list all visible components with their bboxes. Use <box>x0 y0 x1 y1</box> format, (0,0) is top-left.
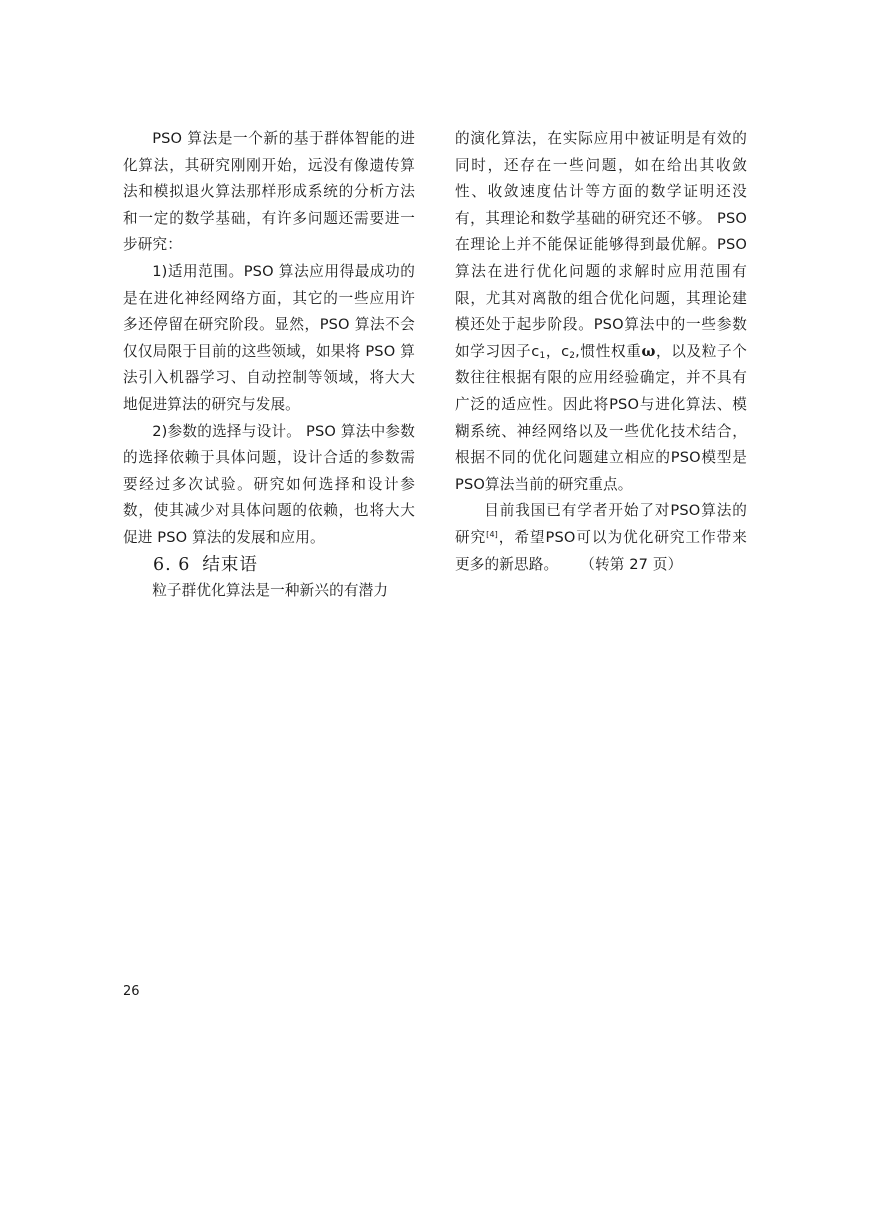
page-number: 26 <box>123 984 140 999</box>
continued-note: （转第 27 页） <box>580 555 683 573</box>
paragraph-conclusion-continued <box>455 126 747 498</box>
right-column <box>455 126 747 578</box>
text-run: ，希望PSO可以为优化研究工作带来更多的新思路。 <box>455 528 747 573</box>
text-run: 的演化算法，在实际应用中被证明是有效的同时，还存在一些问题，如在给出其收敛性、收敛速度估计等方面的数学证明还没有，其理论和数学基础的研究还不够。 PSO在理论上并不能保证能够得到最优解。PSO算法在进行优化问题的求解时应用范围有限，尤其对离散的组合优化问题，其理论建模还处于起步阶段。PSO算法中的一些参数如学习因子c <box>455 130 747 360</box>
text-run: 目前我国已有学者开始了对PSO算法的研究 <box>455 502 747 546</box>
text-run: ，以及粒子个数往往根据有限的应用经验确定，并不具有广泛的适应性。因此将PSO与进化算法、模糊系统、神经网络以及一些优化技术结合，根据不同的优化问题建立相应的PSO模型是PSO算法当前的研究重点。 <box>455 342 747 493</box>
paragraph-item-2: 2)参数的选择与设计。 PSO 算法中参数的选择依赖于具体问题，设计合适的参数需要经过多次试验。研究如何选择和设计参数，使其减少对具体问题的依赖，也将大大促进 PSO 算法的发展和应用。 <box>123 422 415 546</box>
subscript-c1: 1 <box>539 350 546 361</box>
subscript-c2: 2 <box>569 350 576 361</box>
paragraph-item-1: 1)适用范围。PSO 算法应用得最成功的是在进化神经网络方面，其它的一些应用许多还停留在研究阶段。显然，PSO 算法不会仅仅局限于目前的这些领域，如果将 PSO 算法引入机器学习、自动控制等领域，将大大地促进算法的研究与发展。 <box>123 262 415 413</box>
paragraph-conclusion-start: 粒子群优化算法是一种新兴的有潜力 <box>152 582 389 600</box>
omega-symbol: ω <box>641 342 656 360</box>
section-number: 6. 6 <box>153 554 191 575</box>
section-title: 结束语 <box>202 554 258 575</box>
left-column <box>123 126 415 605</box>
text-run: ，c <box>545 342 570 360</box>
text-run: ,惯性权重 <box>575 342 642 360</box>
paragraph-intro: PSO 算法是一个新的基于群体智能的进化算法，其研究刚刚开始，远没有像遗传算法和模拟退火算法那样形成系统的分析方法和一定的数学基础，有许多问题还需要进一步研究： <box>123 130 415 254</box>
section-heading <box>123 552 415 579</box>
paragraph-final <box>455 498 747 578</box>
citation-ref: [4] <box>486 529 498 539</box>
